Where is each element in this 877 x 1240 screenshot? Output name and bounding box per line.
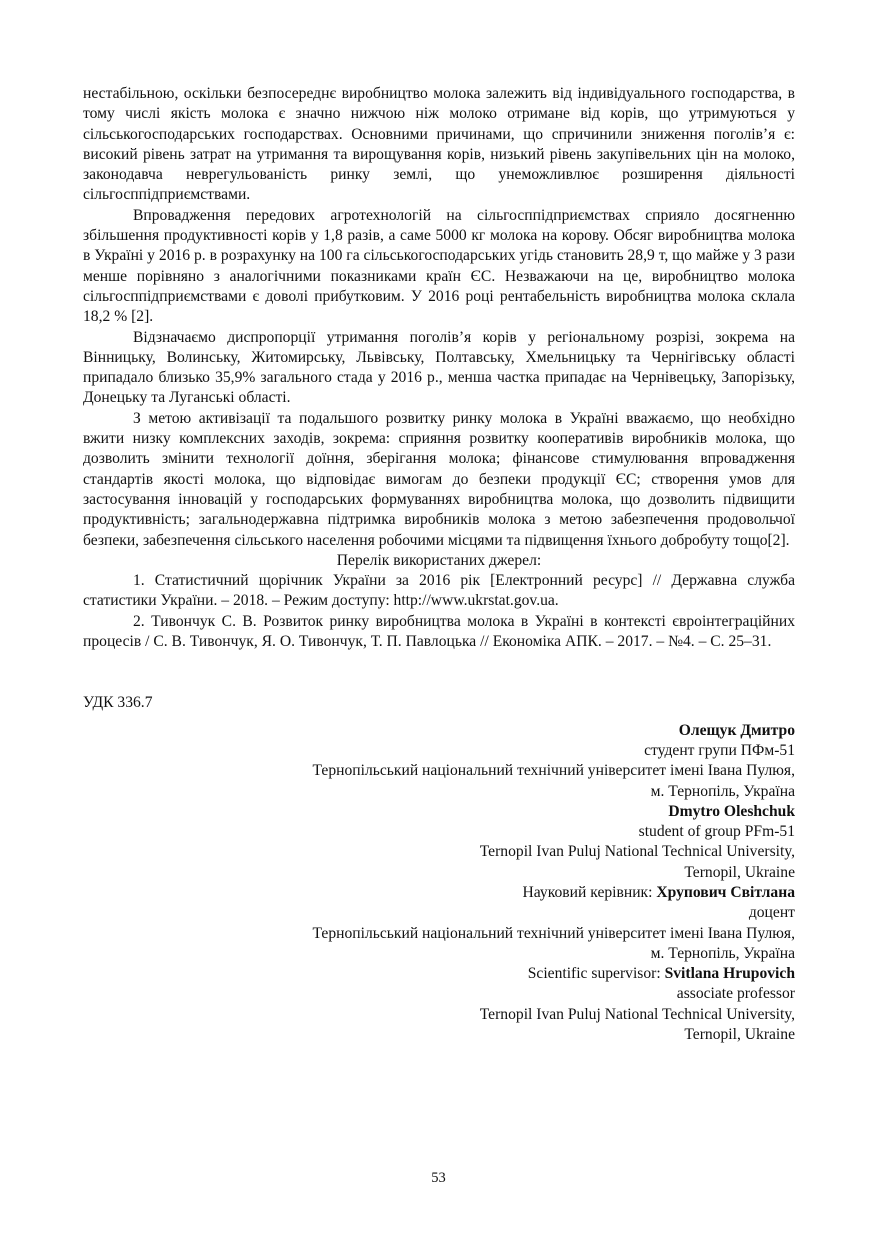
- author-university-en: Ternopil Ivan Puluj National Technical University,: [479, 843, 795, 861]
- paragraph-2: Впровадження передових агротехнологій на сільгосппідприємствах сприяло досягненню збільшення продуктивності корів у 1,8 разів, а саме 5000 кг молока на корову. Обсяг виробництва молока в Україні у 2016 р. в розрахунку на 100 га сільськогосподарських угідь становить 28,9 т, що майже у 3 рази менше порівняно з аналогічними показниками країн ЄС. Незважаючи на це, виробництво молока сільгосппідприємствами є доволі прибутковим. У 2016 році рентабельність виробництва молока склала 18,2 % [2].: [83, 206, 795, 326]
- author-group-en: student of group PFm-51: [638, 823, 795, 841]
- supervisor-city-ua: м. Тернопіль, Україна: [650, 944, 795, 962]
- paragraph-3: Відзначаємо диспропорції утримання поголів’я корів у регіональному розрізі, зокрема на Вінницьку, Волинську, Житомирську, Львівську, Полтавську, Хмельницьку та Чернігівську області припадало близько 35,9% загального стада у 2016 р., менша частка припадає на Чернівецьку, Запорізьку, Донецьку та Луганські області.: [83, 328, 795, 407]
- supervisor-title-en: associate professor: [676, 985, 795, 1003]
- supervisor-city-en: Ternopil, Ukraine: [684, 1026, 795, 1044]
- reference-item-2: 2. Тивончук С. В. Розвиток ринку виробництва молока в Україні в контексті євроінтеграційних процесів / С. В. Тивончук, Я. О. Тивончук, Т. П. Павлоцька // Економіка АПК. – 2017. – №4. – С. 25–31.: [83, 612, 795, 651]
- supervisor-line-en: [83, 964, 795, 984]
- supervisor-label-ua: Науковий керівник:: [522, 883, 657, 901]
- supervisor-name-en: Svitlana Hrupovich: [664, 965, 795, 983]
- author-name-ua: Олещук Дмитро: [678, 721, 795, 739]
- supervisor-label-en: Scientific supervisor:: [527, 965, 665, 983]
- paragraph-1: нестабільною, оскільки безпосереднє виробництво молока залежить від індивідуального господарства, в тому числі якість молока є значно нижчою ніж молоко отримане від корів, що утримуються у сільськогосподарських господарствах. Основними причинами, що спричинили зниження поголів’я є: високий рівень затрат на утримання та вирощування корів, низький рівень закупівельних цін на молоко, законодавча неврегульованість ринку землі, що унеможливлює розширення діяльності сільгосппідприємствами.: [83, 85, 795, 204]
- supervisor-title-ua: доцент: [748, 904, 795, 922]
- reference-item-1: 1. Статистичний щорічник України за 2016 рік [Електронний ресурс] // Державна служба статистики України. – 2018. – Режим доступу: http://www.ukrstat.gov.ua.: [83, 572, 795, 610]
- supervisor-university-en: Ternopil Ivan Puluj National Technical University,: [479, 1005, 795, 1023]
- author-university-ua: Тернопільський національний технічний університет імені Івана Пулюя,: [312, 762, 795, 780]
- author-city-en: Ternopil, Ukraine: [684, 863, 795, 881]
- author-block: [83, 721, 795, 1046]
- page-body: [83, 84, 795, 1045]
- page-number: 53: [431, 1170, 446, 1186]
- author-city-ua: м. Тернопіль, Україна: [650, 782, 795, 800]
- paragraph-4: З метою активізації та подальшого розвитку ринку молока в Україні вважаємо, що необхідно вжити низку комплексних заходів, зокрема: сприяння розвитку кооперативів виробників молока, що дозволить змінити технології доїння, зберігання молока; фінансове стимулювання впровадження стандартів якості молока, що відповідає вимогам до безпеки продукції ЄС; створення умов для застосування інновацій у господарських формуваннях виробництва молока, що дозволить підвищити продуктивність; загальнодержавна підтримка виробників молока з метою забезпечення продовольчої безпеки, забезпечення сільського населення робочими місцями та підвищення їхнього добробуту тощо[2].: [83, 409, 795, 549]
- author-group-ua: студент групи ПФм-51: [644, 741, 795, 759]
- references-heading: Перелік використаних джерел:: [336, 551, 542, 569]
- supervisor-university-ua: Тернопільський національний технічний університет імені Івана Пулюя,: [312, 924, 795, 942]
- supervisor-name-ua: Хрупович Світлана: [656, 883, 795, 901]
- supervisor-line-ua: [83, 883, 795, 903]
- author-name-en: Dmytro Oleshchuk: [668, 802, 795, 820]
- udk-code: УДК 336.7: [83, 694, 153, 712]
